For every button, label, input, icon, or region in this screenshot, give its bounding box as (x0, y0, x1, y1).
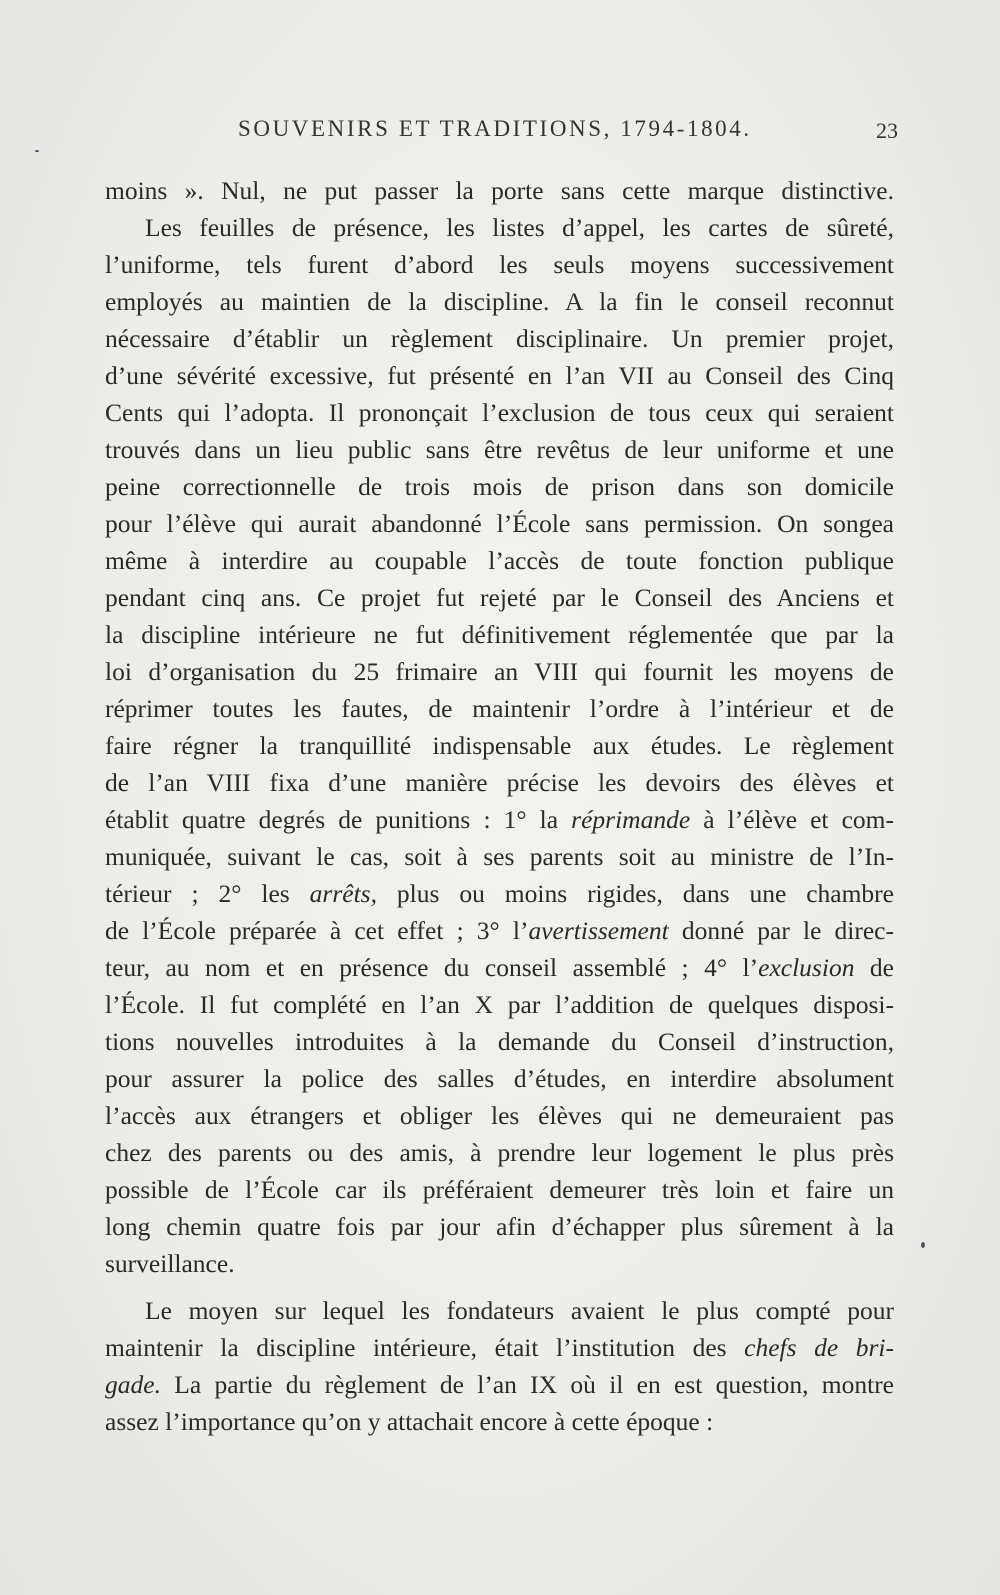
text-segment: térieur ; 2° les (105, 879, 310, 908)
text-line (105, 505, 894, 542)
text-segment: chez des parents ou des amis, à prendre leur logement le plus près (105, 1138, 894, 1167)
italic-text: gade. (105, 1370, 161, 1399)
text-line (105, 209, 894, 246)
text-segment: pour assurer la police des salles d’études, en interdire absolument (105, 1064, 894, 1093)
text-segment: muniquée, suivant le cas, soit à ses parents soit au ministre de l’In- (105, 842, 894, 871)
text-segment: Les feuilles de présence, les listes d’appel, les cartes de sûreté, (145, 213, 894, 242)
text-segment: assez l’importance qu’on y attachait encore à cette époque : (105, 1407, 714, 1436)
text-segment: nécessaire d’établir un règlement disciplinaire. Un premier projet, (105, 324, 894, 353)
text-segment: Le moyen sur lequel les fondateurs avaient le plus compté pour (145, 1296, 894, 1325)
text-segment: à l’élève et com- (690, 805, 894, 834)
text-line (105, 690, 894, 727)
text-segment: pendant cinq ans. Ce projet fut rejeté par le Conseil des Anciens et (105, 583, 894, 612)
body-text (105, 172, 894, 1440)
text-segment: l’accès aux étrangers et obliger les élèves qui ne demeuraient pas (105, 1101, 894, 1130)
italic-text: arrêts, (309, 879, 377, 908)
text-segment: La partie du règlement de l’an IX où il en est question, montre (160, 1370, 894, 1399)
italic-text: avertissement (528, 916, 669, 945)
text-segment: Cents qui l’adopta. Il prononçait l’exclusion de tous ceux qui seraient (105, 398, 894, 427)
text-line (105, 912, 894, 949)
text-line (105, 727, 894, 764)
text-line (105, 764, 894, 801)
italic-text: exclusion (758, 953, 855, 982)
italic-text: réprimande (571, 805, 691, 834)
text-segment: d’une sévérité excessive, fut présenté en l’an VII au Conseil des Cinq (105, 361, 894, 390)
text-line (105, 949, 894, 986)
text-segment: teur, au nom et en présence du conseil assemblé ; 4° l’ (105, 953, 759, 982)
page-header (238, 116, 898, 150)
text-segment: la discipline intérieure ne fut définitivement réglementée que par la (105, 620, 894, 649)
text-segment: employés au maintien de la discipline. A la fin le conseil reconnut (105, 287, 894, 316)
text-line (105, 838, 894, 875)
text-segment: de (854, 953, 894, 982)
text-line (105, 616, 894, 653)
text-segment: pour l’élève qui aurait abandonné l’École sans permission. On songea (105, 509, 894, 538)
text-line (105, 1329, 894, 1366)
text-line (105, 394, 894, 431)
text-segment: l’École. Il fut complété en l’an X par l’addition de quelques disposi- (105, 990, 894, 1019)
text-segment: établit quatre degrés de punitions : 1° la (105, 805, 572, 834)
scan-speck (921, 1242, 925, 1248)
text-line (105, 1060, 894, 1097)
text-line (105, 542, 894, 579)
text-line (105, 1023, 894, 1060)
text-line (105, 246, 894, 283)
text-line (105, 1245, 894, 1282)
text-line (105, 1208, 894, 1245)
text-line (105, 357, 894, 394)
text-segment: l’uniforme, tels furent d’abord les seuls moyens successivement (105, 250, 894, 279)
text-line (105, 653, 894, 690)
text-line (105, 1366, 894, 1403)
text-segment: possible de l’École car ils préféraient demeurer très loin et faire un (105, 1175, 894, 1204)
text-line (105, 986, 894, 1023)
text-line (105, 1097, 894, 1134)
text-line (105, 1171, 894, 1208)
text-segment: loi d’organisation du 25 frimaire an VIII qui fournit les moyens de (105, 657, 894, 686)
text-line (105, 320, 894, 357)
page-number: 23 (876, 118, 898, 143)
text-line (105, 172, 894, 209)
scan-speck (35, 150, 39, 152)
text-segment: tions nouvelles introduites à la demande du Conseil d’instruction, (105, 1027, 894, 1056)
text-segment: moins ». Nul, ne put passer la porte sans cette marque distinctive. (105, 176, 894, 205)
text-line (105, 801, 894, 838)
text-segment: faire régner la tranquillité indispensable aux études. Le règlement (105, 731, 894, 760)
text-line (105, 1403, 894, 1440)
text-segment: réprimer toutes les fautes, de maintenir l’ordre à l’intérieur et de (105, 694, 894, 723)
text-line (105, 468, 894, 505)
text-segment: plus ou moins rigides, dans une chambre (376, 879, 894, 908)
text-segment: maintenir la discipline intérieure, était l’institution des (105, 1333, 745, 1362)
text-segment: trouvés dans un lieu public sans être revêtus de leur uniforme et une (105, 435, 894, 464)
text-segment: même à interdire au coupable l’accès de toute fonction publique (105, 546, 894, 575)
text-segment: surveillance. (105, 1249, 235, 1278)
text-line (105, 431, 894, 468)
text-line (105, 875, 894, 912)
text-line (105, 579, 894, 616)
text-line (105, 1134, 894, 1171)
running-title: SOUVENIRS ET TRADITIONS, 1794-1804. (238, 116, 752, 141)
text-segment: de l’École préparée à cet effet ; 3° l’ (105, 916, 529, 945)
text-segment: long chemin quatre fois par jour afin d’échapper plus sûrement à la (105, 1212, 894, 1241)
italic-text: chefs de bri- (744, 1333, 894, 1362)
text-line (105, 283, 894, 320)
text-segment: peine correctionnelle de trois mois de prison dans son domicile (105, 472, 894, 501)
text-line (105, 1292, 894, 1329)
text-segment: donné par le direc- (668, 916, 894, 945)
text-segment: de l’an VIII fixa d’une manière précise les devoirs des élèves et (105, 768, 894, 797)
